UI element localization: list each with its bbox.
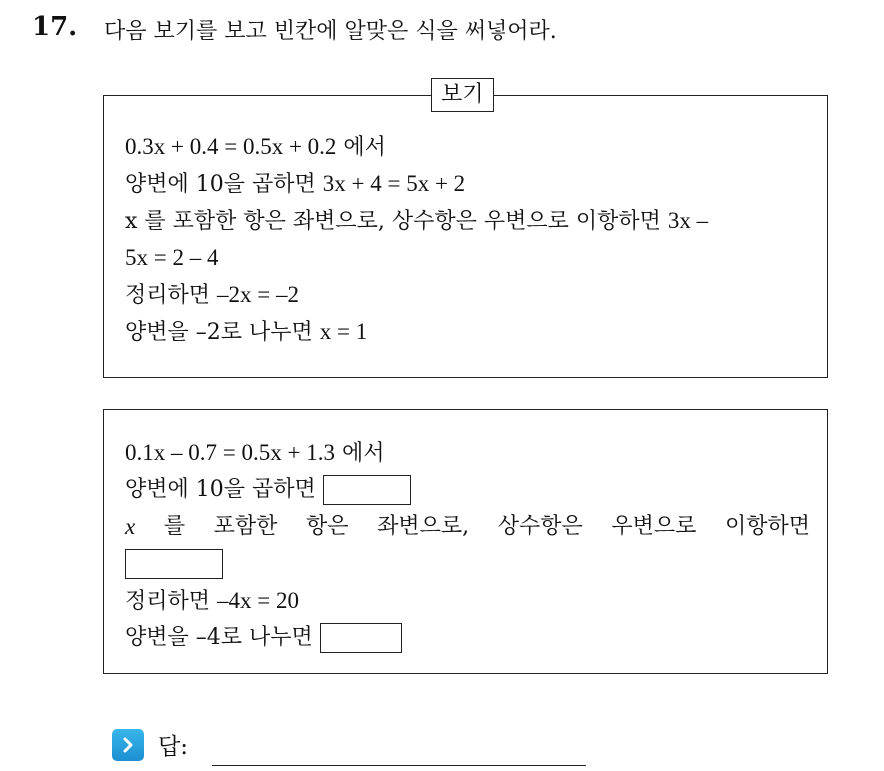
- example-suffix-1: 에서: [343, 135, 386, 160]
- example-lines: [125, 128, 708, 350]
- problem-instruction: 다음 보기를 보고 빈칸에 알맞은 식을 써넣어라.: [104, 19, 557, 44]
- exercise-equation-5: –4x = 20: [217, 588, 299, 613]
- answer-label: 답:: [158, 734, 188, 760]
- example-box-title: 보기: [431, 78, 494, 112]
- answer-blank-3[interactable]: [320, 623, 402, 653]
- exercise-suffix-1: 에서: [341, 441, 385, 466]
- example-line-5: [125, 276, 708, 313]
- example-equation-6: x = 1: [319, 319, 368, 344]
- exercise-word: 포함한: [213, 514, 278, 539]
- exercise-equation-1: 0.1x – 0.7 = 0.5x + 1.3: [125, 440, 335, 465]
- exercise-line-4: [125, 545, 810, 582]
- exercise-line-2: [125, 471, 810, 508]
- example-text-6: 양변을 –2로 나누면: [125, 320, 313, 345]
- example-line-3: [125, 202, 708, 239]
- example-text-5: 정리하면: [125, 283, 211, 308]
- exercise-word: 좌변으로,: [377, 514, 470, 539]
- exercise-word: 우변으로: [611, 514, 697, 539]
- exercise-text-2: 양변에 10을 곱하면: [125, 477, 316, 502]
- problem-number: 17.: [32, 12, 78, 42]
- example-equation-3: 3x –: [667, 208, 709, 233]
- exercise-line-3: [125, 508, 810, 545]
- exercise-lines: [125, 434, 810, 656]
- example-equation-4: 5x = 2 – 4: [125, 245, 219, 270]
- example-text-3: x 를 포함한 항은 좌변으로, 상수항은 우변으로 이항하면: [125, 209, 661, 234]
- exercise-line-1: [125, 434, 810, 471]
- exercise-word-x: x: [125, 514, 136, 539]
- exercise-word: 를: [163, 514, 186, 539]
- example-line-6: [125, 313, 708, 350]
- exercise-box: [103, 409, 828, 674]
- example-equation-5: –2x = –2: [217, 282, 299, 307]
- exercise-line-5: [125, 582, 810, 619]
- example-line-1: [125, 128, 708, 165]
- example-line-4: [125, 239, 708, 276]
- chevron-right-icon-glyph: [119, 736, 137, 754]
- answer-blank-1[interactable]: [323, 475, 411, 505]
- exercise-word: 이항하면: [724, 514, 810, 539]
- example-equation-2: 3x + 4 = 5x + 2: [322, 171, 466, 196]
- chevron-right-icon: [112, 729, 144, 761]
- exercise-text-5: 정리하면: [125, 589, 211, 614]
- exercise-line-6: [125, 619, 810, 656]
- exercise-word: 항은: [306, 514, 349, 539]
- answer-row: [112, 728, 188, 761]
- example-equation-1: 0.3x + 0.4 = 0.5x + 0.2: [125, 134, 337, 159]
- answer-input-line[interactable]: [212, 765, 586, 766]
- exercise-text-6: 양변을 –4로 나누면: [125, 625, 313, 650]
- answer-blank-2[interactable]: [125, 549, 223, 579]
- example-line-2: [125, 165, 708, 202]
- example-box: [103, 95, 828, 378]
- exercise-word: 상수항은: [497, 514, 583, 539]
- example-text-2: 양변에 10을 곱하면: [125, 172, 316, 197]
